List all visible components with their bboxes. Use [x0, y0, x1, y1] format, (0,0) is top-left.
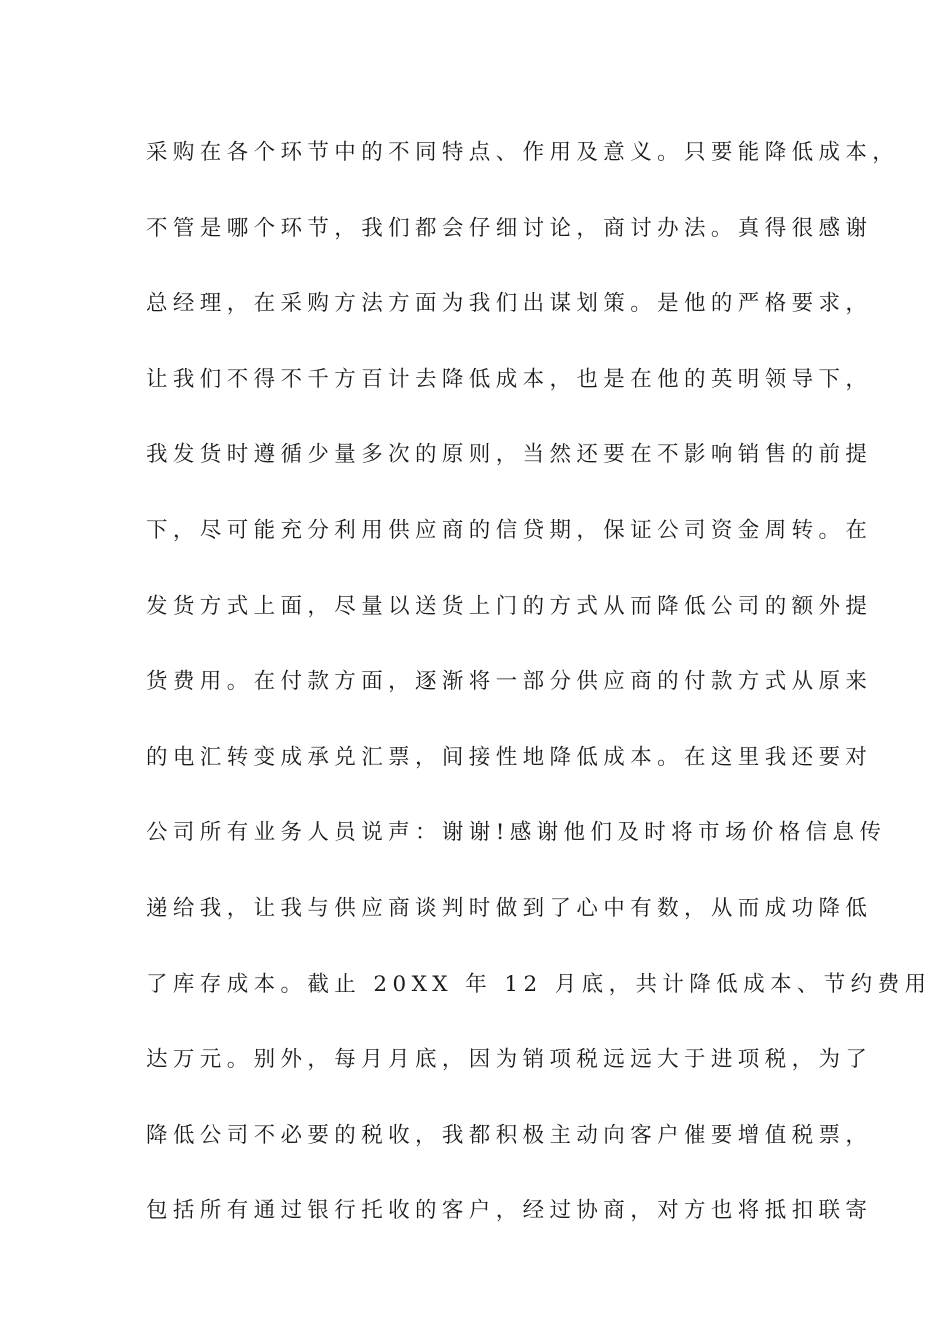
text-line: 总经理，在采购方法方面为我们出谋划策。是他的严格要求， — [146, 291, 873, 317]
text-line: 下，尽可能充分利用供应商的信贷期，保证公司资金周转。在 — [146, 517, 873, 543]
text-line: 采购在各个环节中的不同特点、作用及意义。只要能降低成本， — [146, 140, 900, 165]
text-line: 公司所有业务人员说声：谢谢!感谢他们及时将市场价格信息传 — [146, 820, 887, 846]
text-line: 达万元。别外，每月月底，因为销项税远远大于进项税，为了 — [146, 1047, 873, 1073]
text-line: 递给我，让我与供应商谈判时做到了心中有数，从而成功降低 — [146, 895, 873, 921]
text-line: 的电汇转变成承兑汇票，间接性地降低成本。在这里我还要对 — [146, 744, 873, 770]
text-line: 我发货时遵循少量多次的原则，当然还要在不影响销售的前提 — [146, 442, 873, 468]
text-line: 货费用。在付款方面，逐渐将一部分供应商的付款方式从原来 — [146, 669, 873, 695]
text-line: 降低公司不必要的税收，我都积极主动向客户催要增值税票， — [146, 1122, 873, 1148]
text-line: 包括所有通过银行托收的客户，经过协商，对方也将抵扣联寄 — [146, 1198, 873, 1224]
text-line: 发货方式上面，尽量以送货上门的方式从而降低公司的额外提 — [146, 593, 873, 619]
text-line: 不管是哪个环节，我们都会仔细讨论，商讨办法。真得很感谢 — [146, 215, 873, 241]
text-line: 了库存成本。截止 20XX 年 12 月底，共计降低成本、节约费用 — [146, 971, 932, 997]
text-line: 让我们不得不千方百计去降低成本，也是在他的英明领导下， — [146, 366, 873, 392]
body-paragraph — [146, 130, 932, 1264]
